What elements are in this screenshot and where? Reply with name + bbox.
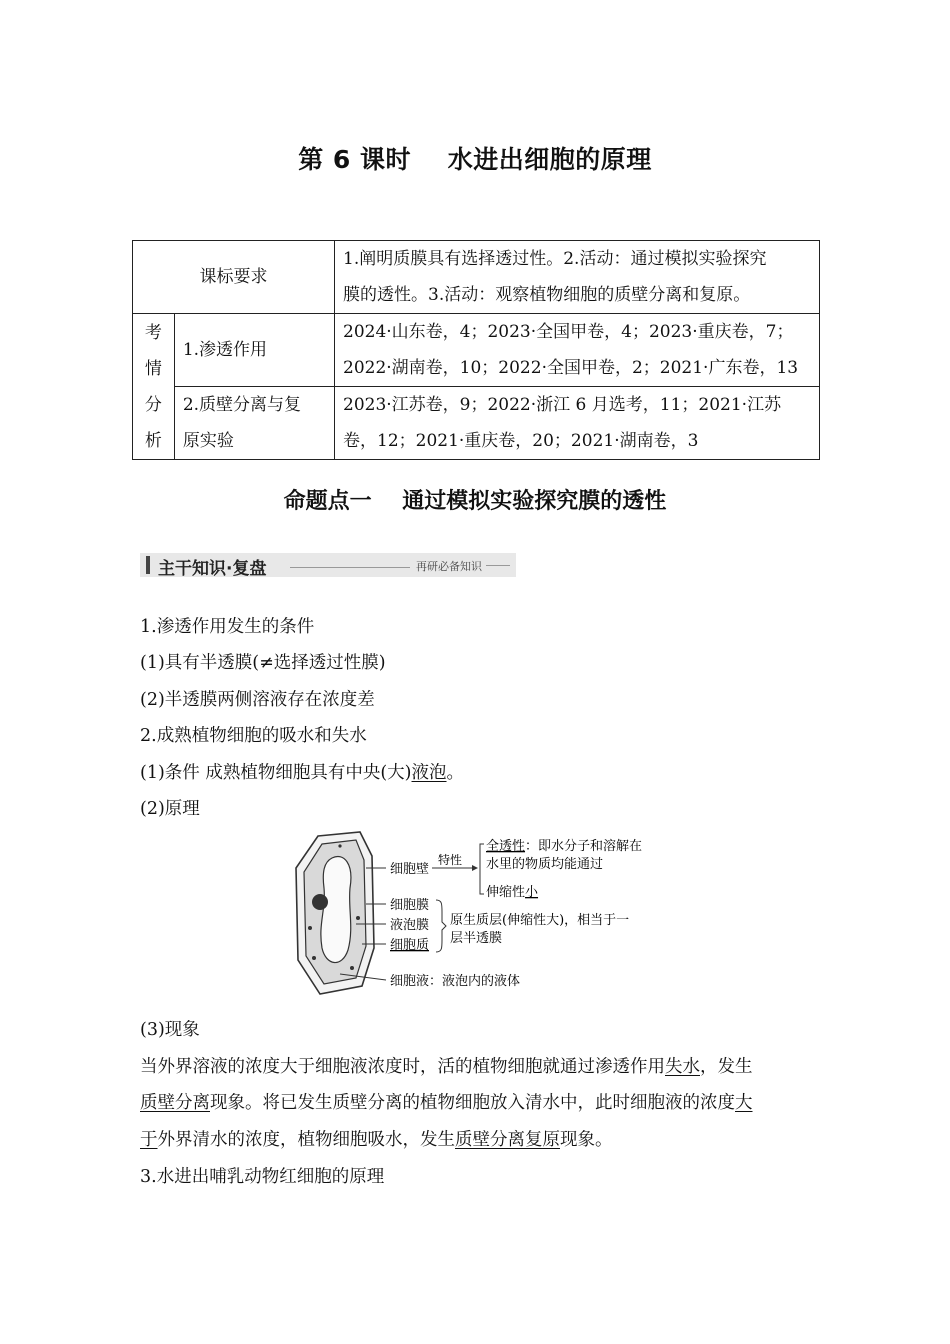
text-span: 当外界溶液的浓度大于细胞液浓度时，活的植物细胞就通过渗透作用 — [140, 1057, 665, 1077]
text-line: 3.水进出哺乳动物红细胞的原理 — [140, 1167, 385, 1187]
label-protoplast-1: 原生质层(伸缩性大)，相当于一 — [450, 913, 630, 928]
plant-cell-diagram — [290, 828, 670, 1000]
brace-icon — [480, 844, 484, 894]
brace-icon — [436, 900, 446, 952]
banner-divider — [290, 567, 410, 568]
req-label: 课标要求 — [199, 267, 268, 287]
answer-blank: 质壁分离复原 — [455, 1130, 560, 1150]
answer-blank: 小 — [525, 885, 539, 900]
table-row — [133, 241, 820, 314]
topic-cell — [174, 387, 334, 460]
knowledge-banner — [140, 553, 516, 579]
answer-blank: 失水 — [665, 1057, 700, 1077]
cell-illustration — [296, 832, 386, 994]
text-line — [140, 1055, 753, 1079]
text-line: (1)具有半透膜(≠选择透过性膜) — [140, 653, 386, 673]
arrow-head-icon — [472, 865, 478, 871]
exam-line: 2024·山东卷，4；2023·全国甲卷，4；2023·重庆卷，7； — [343, 322, 794, 342]
label-full-permeability — [486, 838, 642, 854]
text-line: (2)半透膜两侧溶液存在浓度差 — [140, 690, 375, 710]
analysis-char: 析 — [144, 430, 162, 451]
text-span: ，发生 — [700, 1057, 753, 1077]
req-label-cell — [133, 241, 335, 314]
text-line — [140, 761, 464, 785]
analysis-char: 分 — [144, 394, 162, 415]
requirements-table — [132, 240, 820, 460]
answer-blank: 液泡 — [411, 763, 447, 783]
text-span: 伸缩性 — [486, 885, 526, 900]
topic-cell — [174, 314, 334, 387]
topic-label: 原实验 — [182, 431, 234, 451]
topic-label: 1.渗透作用 — [182, 340, 268, 360]
text-line — [140, 1128, 613, 1152]
banner-mark-icon — [146, 556, 150, 574]
answer-blank: 全透性 — [486, 839, 526, 854]
label-protoplast-2: 层半透膜 — [450, 931, 503, 946]
text-span: ：即水分子和溶解在 — [525, 839, 643, 854]
exam-line: 2022·湖南卷，10；2022·全国甲卷，2；2021·广东卷，13 — [343, 358, 799, 378]
text-span: (1)条件 成熟植物细胞具有中央(大) — [140, 763, 412, 783]
label-property: 特性 — [438, 853, 463, 867]
analysis-label-cell — [133, 314, 175, 460]
exam-cell — [335, 387, 820, 460]
table-row — [133, 314, 820, 387]
label-cell-sap: 细胞液：液泡内的液体 — [390, 974, 521, 989]
req-line: 1.阐明质膜具有选择透过性。2.活动：通过模拟实验探究 — [343, 249, 767, 269]
label-cell-wall: 细胞壁 — [390, 862, 430, 877]
page-title: 第 6 课时 水进出细胞的原理 — [298, 145, 652, 174]
req-line: 膜的透性。3.活动：观察植物细胞的质壁分离和复原。 — [343, 285, 751, 305]
exam-line: 卷，12；2021·重庆卷，20；2021·湖南卷，3 — [343, 431, 699, 451]
banner-sub-label: 再研必备知识 — [416, 560, 482, 573]
exam-cell — [335, 314, 820, 387]
text-span: 。 — [446, 763, 465, 783]
text-line: (3)现象 — [140, 1020, 200, 1040]
text-line — [140, 1091, 753, 1115]
label-elasticity — [486, 884, 539, 900]
section-title: 命题点一 通过模拟实验探究膜的透性 — [283, 489, 667, 514]
label-membrane: 细胞膜 — [390, 898, 430, 913]
answer-blank: 大 — [735, 1093, 753, 1113]
banner-label: 主干知识·复盘 — [158, 559, 267, 579]
text-span: 现象。 — [560, 1130, 613, 1150]
banner-divider — [486, 565, 510, 566]
topic-label: 2.质壁分离与复 — [182, 395, 302, 415]
label-vacuole-membrane: 液泡膜 — [390, 918, 430, 933]
label-cytoplasm: 细胞质 — [390, 938, 430, 953]
answer-blank: 质壁分离 — [140, 1093, 210, 1113]
text-line: 1.渗透作用发生的条件 — [140, 617, 315, 637]
exam-line: 2023·江苏卷，9；2022·浙江 6 月选考，11；2021·江苏 — [343, 395, 782, 415]
answer-blank: 于 — [140, 1130, 158, 1150]
text-span: 外界清水的浓度，植物细胞吸水，发生 — [157, 1130, 455, 1150]
req-content-cell — [335, 241, 820, 314]
text-line: (2)原理 — [140, 799, 200, 819]
analysis-char: 情 — [144, 358, 162, 379]
table-row — [133, 387, 820, 460]
text-span: 现象。将已发生质壁分离的植物细胞放入清水中，此时细胞液的浓度 — [210, 1093, 735, 1113]
analysis-char: 考 — [144, 322, 162, 343]
label-full-permeability-2: 水里的物质均能通过 — [486, 857, 604, 872]
text-line: 2.成熟植物细胞的吸水和失水 — [140, 726, 367, 746]
